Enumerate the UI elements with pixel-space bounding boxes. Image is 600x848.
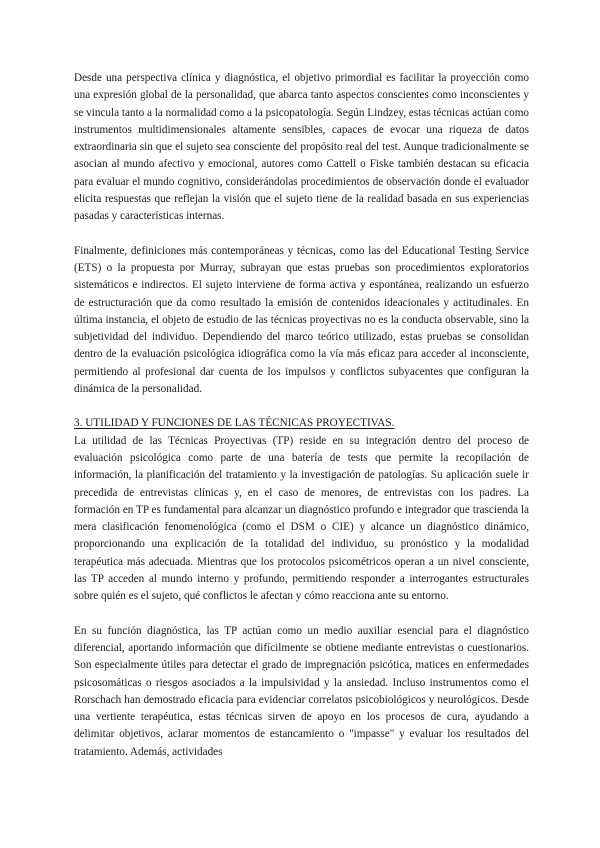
document-page [74,70,529,761]
section-heading: 3. UTILIDAD Y FUNCIONES DE LAS TÉCNICAS PROYECTIVAS. [74,417,395,430]
paragraph-diagnostic-function: En su función diagnóstica, las TP actúan como un medio auxiliar esencial para el diagnóstico diferencial, aportando información que difícilmente se obtiene mediante entrevistas o cuestionarios. Son especialmente útiles para detectar el grado de impregnación psicótica, matices en enfermedades psicosomáticas o riesgos asociados a la impulsividad y la ansiedad. Incluso instrumentos como el Rorschach han demostrado eficacia para evidenciar correlatos psicobiológicos y neurológicos. Desde una vertiente terapéutica, estas técnicas sirven de apoyo en los procesos de cura, ayudando a delimitar objetivos, aclarar momentos de estancamiento o "impasse" y evaluar los resultados del tratamiento. Además, actividades [74,624,529,758]
paragraph-clinical-perspective: Desde una perspectiva clínica y diagnóstica, el objetivo primordial es facilitar la proyección como una expresión global de la personalidad, que abarca tanto aspectos conscientes como inconscientes y se vincula tanto a la normalidad como a la psicopatología. Según Lindzey, estas técnicas actúan como instrumentos multidimensionales altamente sensibles, capaces de evocar una riqueza de datos extraordinaria sin que el sujeto sea consciente del propósito real del test. Aunque tradicionalmente se asocian al mundo afectivo y emocional, autores como Cattell o Fiske también destacan su eficacia para evaluar el mundo cognitivo, considerándolas procedimientos de observación donde el evaluador elicita respuestas que reflejan la visión que el sujeto tiene de la realidad basada en sus experiencias pasadas y características internas. [74,72,530,223]
paragraph-utility: La utilidad de las Técnicas Proyectivas (TP) reside en su integración dentro del proceso de evaluación psicológica como parte de una batería de tests que permite la recopilación de información, la planificación del tratamiento y la investigación de patologías. Su aplicación suele ir precedida de entrevistas clínicas y, en el caso de menores, de entrevistas con los padres. La formación en TP es fundamental para alcanzar un diagnóstico profundo e integrador que trascienda la mera clasificación fenomenológica (como el DSM o CIE) y alcance un diagnóstico dinámico, proporcionando una explicación de la totalidad del individuo, su pronóstico y la modalidad terapéutica más adecuada. Mientras que los protocolos psicométricos operan a un nivel consciente, las TP acceden al mundo interno y profundo, permitiendo responder a interrogantes estructurales sobre quién es el sujeto, qué conflictos le afectan y cómo reacciona ante su entorno. [74,434,529,603]
paragraph-contemporary-definitions: Finalmente, definiciones más contemporáneas y técnicas, como las del Educational Testing Service (ETS) o la propuesta por Murray, subrayan que estas pruebas son procedimientos exploratorios sistemáticos e indirectos. El sujeto interviene de forma activa y espontánea, realizando un esfuerzo de estructuración que da como resultado la emisión de contenidos ideacionales y actitudinales. En última instancia, el objeto de estudio de las técnicas proyectivas no es la conducta observable, sino la subjetividad del individuo. Dependiendo del marco teórico utilizado, estas pruebas se consolidan dentro de la evaluación psicológica idiográfica como la vía más eficaz para acceder al inconsciente, permitiendo al profesional dar cuenta de los impulsos y conflictos subyacentes que configuran la dinámica de la personalidad. [74,244,529,396]
